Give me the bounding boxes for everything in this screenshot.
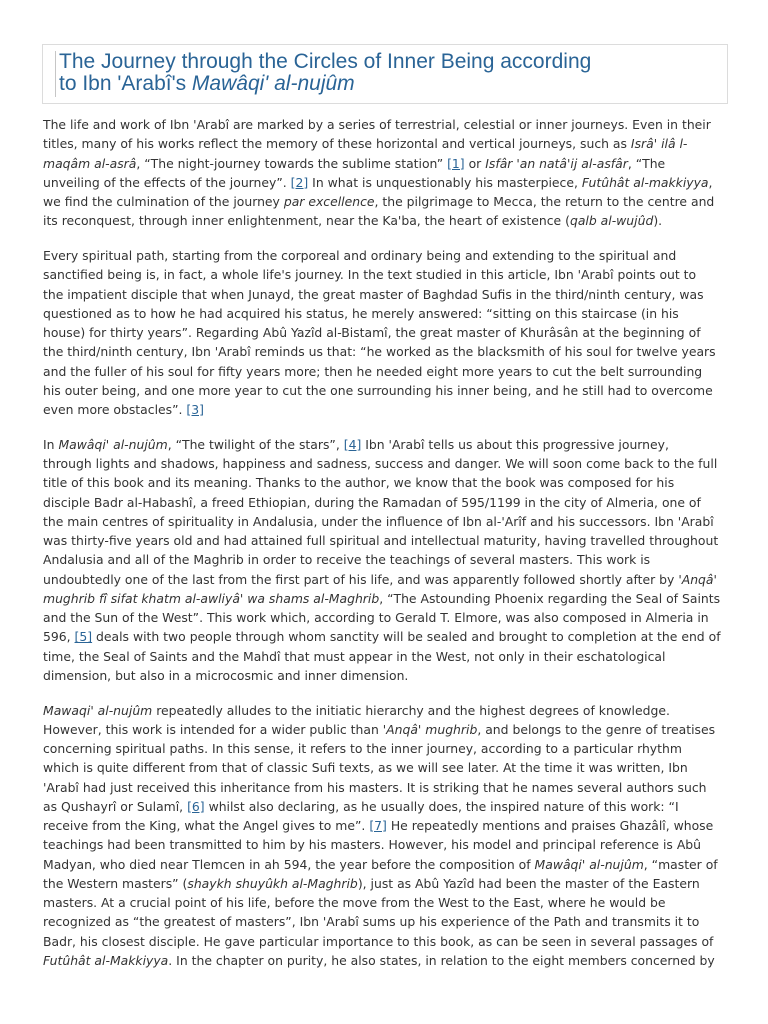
italic-text: Mawâqi' al-nujûm xyxy=(534,856,644,872)
text: The life and work of Ibn 'Arabî are marked by a series of terrestrial, celestial or inner journeys. Even in their xyxy=(43,117,711,132)
text: house) for thirty years”. Regarding Abû Yazîd al-Bistamî, the great master of Khurâsân at the beginning of xyxy=(43,325,701,340)
text: his outer being, and one more year to cut the one surrounding his inner being, and he still had to overcome xyxy=(43,382,713,398)
footnote-link[interactable]: [7] xyxy=(369,818,387,833)
text-line xyxy=(43,246,733,265)
text-line xyxy=(43,932,733,951)
text-line xyxy=(43,778,733,797)
text-line xyxy=(43,816,733,835)
text-line xyxy=(43,720,733,739)
text: recognized as “the greatest of masters”, Ibn 'Arabî sums up his experience of the Path and transmits it to xyxy=(43,914,700,930)
text-line xyxy=(43,589,733,608)
text-line xyxy=(43,739,733,758)
italic-text: Mawaqi' al-nujûm xyxy=(43,702,153,718)
title-rule xyxy=(55,51,591,97)
text: through lights and shadows, happiness and sadness, success and danger. We will soon come back to the full xyxy=(43,456,718,471)
text: the Western masters” ( xyxy=(43,875,188,891)
text-line xyxy=(43,855,733,874)
text: disciple Badr al-Habashî, a freed Ethiopian, during the Ramadan of 595/1199 in the city of Almeria, one of xyxy=(43,494,701,510)
text: He repeatedly mentions and praises Ghazâlî, whose xyxy=(386,818,714,833)
paragraph xyxy=(43,246,733,419)
text: teachings had been transmitted to him by his masters. However, his model and principal reference is Abû xyxy=(43,837,702,853)
text: , and belongs to the genre of treatises xyxy=(477,721,716,737)
italic-text: 'Anqâ' xyxy=(678,571,717,587)
text: 596, xyxy=(43,629,75,645)
text-line xyxy=(43,608,733,627)
text-line xyxy=(43,912,733,931)
text-line xyxy=(43,154,733,173)
text-line xyxy=(43,192,733,211)
footnote-link[interactable]: [4] xyxy=(343,436,362,452)
text: dimension, but also in a microcosmic and inner dimension. xyxy=(43,667,409,683)
text: Ibn 'Arabî tells us about this progressive journey, xyxy=(361,436,669,452)
text: its reconquest, through inner enlightenment, near the Ka'ba, the heart of existence ( xyxy=(43,213,570,229)
text: , “The xyxy=(627,155,666,171)
text: which is quite different from that of classic Sufi texts, as we will see later. At the time it was written, Ibn xyxy=(43,760,688,776)
italic-text: mughrib fî sifat khatm al-awliyâ' wa shams al-Maghrib xyxy=(43,590,380,606)
text-line xyxy=(43,454,733,473)
text-line xyxy=(43,701,733,720)
text: and the fuller of his soul for fifty years more; then he needed eight more years to cut the belt surrounding xyxy=(43,363,703,379)
text-line xyxy=(43,173,733,192)
text-line xyxy=(43,265,733,284)
footnote-link[interactable]: [2] xyxy=(290,174,309,190)
text: 'Arabî had just received this inheritance from his masters. It is striking that he names several authors such xyxy=(43,779,707,795)
italic-text: Futûhât al-Makkiyya xyxy=(43,952,169,968)
text: deals with two people through whom sanctity will be sealed and brought to completion at the end of xyxy=(92,629,721,645)
text: unveiling of the effects of the journey”. xyxy=(43,174,291,190)
title-italic: Mawâqi' al-nujûm xyxy=(191,72,355,95)
italic-text: maqâm al-asrâ xyxy=(43,155,137,171)
italic-text: Mawâqi' al-nujûm xyxy=(58,436,168,452)
italic-text: 'Anqâ' mughrib xyxy=(382,721,478,737)
footnote-link[interactable]: [5] xyxy=(74,629,93,645)
text-line xyxy=(43,493,733,512)
title-line-2 xyxy=(59,73,591,95)
italic-text: par excellence xyxy=(283,194,375,209)
footnote-link[interactable]: [3] xyxy=(186,402,204,417)
text-line xyxy=(43,835,733,854)
text: titles, many of his works reflect the memory of these horizontal and vertical journeys, such as xyxy=(43,136,631,152)
text-line xyxy=(43,758,733,777)
text: concerning spiritual paths. In this sense, it refers to the inner journey, according to a particular rhythm xyxy=(43,741,682,756)
text-line xyxy=(43,134,733,153)
page-title xyxy=(59,51,591,95)
italic-text: Isfâr 'an natâ'ij al-asfâr xyxy=(485,155,628,171)
text-line xyxy=(43,381,733,400)
text: Madyan, who died near Tlemcen in ah 594, the year before the composition of xyxy=(43,856,535,872)
text: , “The Astounding Phoenix regarding the Seal of Saints xyxy=(379,590,721,606)
text: However, this work is intended for a wider public than xyxy=(43,721,383,737)
article-body xyxy=(43,115,733,986)
text: Badr, his closest disciple. He gave particular importance to this book, as can be seen in several passages of xyxy=(43,933,714,949)
text-line xyxy=(43,570,733,589)
text: was thirty-five years old and had attained full spiritual and intellectual maturity, having travelled throughout xyxy=(43,533,719,548)
text: ). xyxy=(653,213,663,229)
text: time, the Seal of Saints and the Mahdî that must appear in the West, not only in their eschatological xyxy=(43,648,666,664)
text: , “The night-journey towards the sublime station” xyxy=(136,155,448,171)
text: , the pilgrimage to Mecca, the return to the centre and xyxy=(374,194,715,209)
text: sanctified being is, in fact, a whole life's journey. In the text studied in this article, Ibn 'Arabî points out to xyxy=(43,267,697,283)
title-box xyxy=(42,44,728,104)
text: . In the chapter on purity, he also states, in relation to the eight members concerned by xyxy=(168,952,715,968)
text-line xyxy=(43,362,733,381)
paragraph xyxy=(43,701,733,971)
title-line-2-text: to Ibn 'Arabî's xyxy=(59,72,192,95)
text-line xyxy=(43,666,733,685)
text-line xyxy=(43,874,733,893)
text-line xyxy=(43,342,733,361)
text-line xyxy=(43,512,733,531)
text: we find the culmination of the journey xyxy=(43,194,284,209)
text: In xyxy=(43,436,59,452)
text: repeatedly alludes to the initiatic hierarchy and the highest degrees of knowledge. xyxy=(152,702,670,718)
text: and the Sun of the West”. This work which, according to Gerald T. Elmore, was also composed in Almeria in xyxy=(43,610,709,625)
text-line xyxy=(43,435,733,454)
text: the impatient disciple that when Junayd, the great master of Baghdad Sufis in the third/ninth century, was xyxy=(43,286,704,302)
text-line xyxy=(43,627,733,646)
paragraph xyxy=(43,435,733,685)
text: , xyxy=(708,174,713,190)
text: even more obstacles”. xyxy=(43,402,187,417)
text: , “The twilight of the stars”, xyxy=(167,436,344,452)
text: receive from the King, what the Angel gives to me”. xyxy=(43,818,370,833)
text-line xyxy=(43,951,733,970)
text-line xyxy=(43,797,733,816)
footnote-link[interactable]: [1] xyxy=(447,155,465,171)
text: undoubtedly one of the last from the first part of his life, and was apparently followed shortly after by xyxy=(43,571,679,587)
text: the third/ninth century, Ibn 'Arabî reminds us that: “he worked as the blacksmith of his soul for twelve years xyxy=(43,344,716,360)
text-line xyxy=(43,893,733,912)
text: ), just as Abû Yazîd had been the master of the Eastern xyxy=(357,875,700,891)
text: as Qushayrî or Sulamî, xyxy=(43,798,188,814)
text-line xyxy=(43,285,733,304)
title-line-1: The Journey through the Circles of Inner Being according xyxy=(59,50,592,73)
text: Andalusia and all of the Maghrib in order to receive the teachings of several masters. This work is xyxy=(43,552,651,568)
text: In what is unquestionably his masterpiece, xyxy=(308,174,582,190)
text: whilst also declaring, as he usually does, the inspired nature of this work: “I xyxy=(204,798,679,814)
italic-text: qalb al-wujûd xyxy=(569,213,654,229)
italic-text: shaykh shuyûkh al-Maghrib xyxy=(187,875,358,891)
text: Every spiritual path, starting from the corporeal and ordinary being and extending to the spiritual and xyxy=(43,248,677,263)
text: or xyxy=(464,155,486,171)
text-line xyxy=(43,115,733,134)
italic-text: Futûhât al-makkiyya xyxy=(581,174,709,190)
text: , “master of xyxy=(643,856,718,872)
text-line xyxy=(43,647,733,666)
paragraph xyxy=(43,115,733,231)
text: masters. At a crucial point of his life, before the move from the West to the East, where he would be xyxy=(43,895,666,910)
text-line xyxy=(43,304,733,323)
text-line xyxy=(43,211,733,230)
text: questioned as to how he had acquired his status, he merely answered: “sitting on this staircase (in his xyxy=(43,305,679,321)
text-line xyxy=(43,400,733,419)
text-line xyxy=(43,323,733,342)
text-line xyxy=(43,550,733,569)
footnote-link[interactable]: [6] xyxy=(187,798,205,814)
text-line xyxy=(43,473,733,492)
text-line xyxy=(43,531,733,550)
italic-text: Isrâ' ilâ l- xyxy=(630,136,688,152)
text: the main centres of spirituality in Andalusia, under the influence of Ibn al-'Arîf and his successors. Ibn 'Arabî xyxy=(43,513,714,529)
text: title of this book and its meaning. Thanks to the author, we know that the book was composed for his xyxy=(43,475,675,491)
